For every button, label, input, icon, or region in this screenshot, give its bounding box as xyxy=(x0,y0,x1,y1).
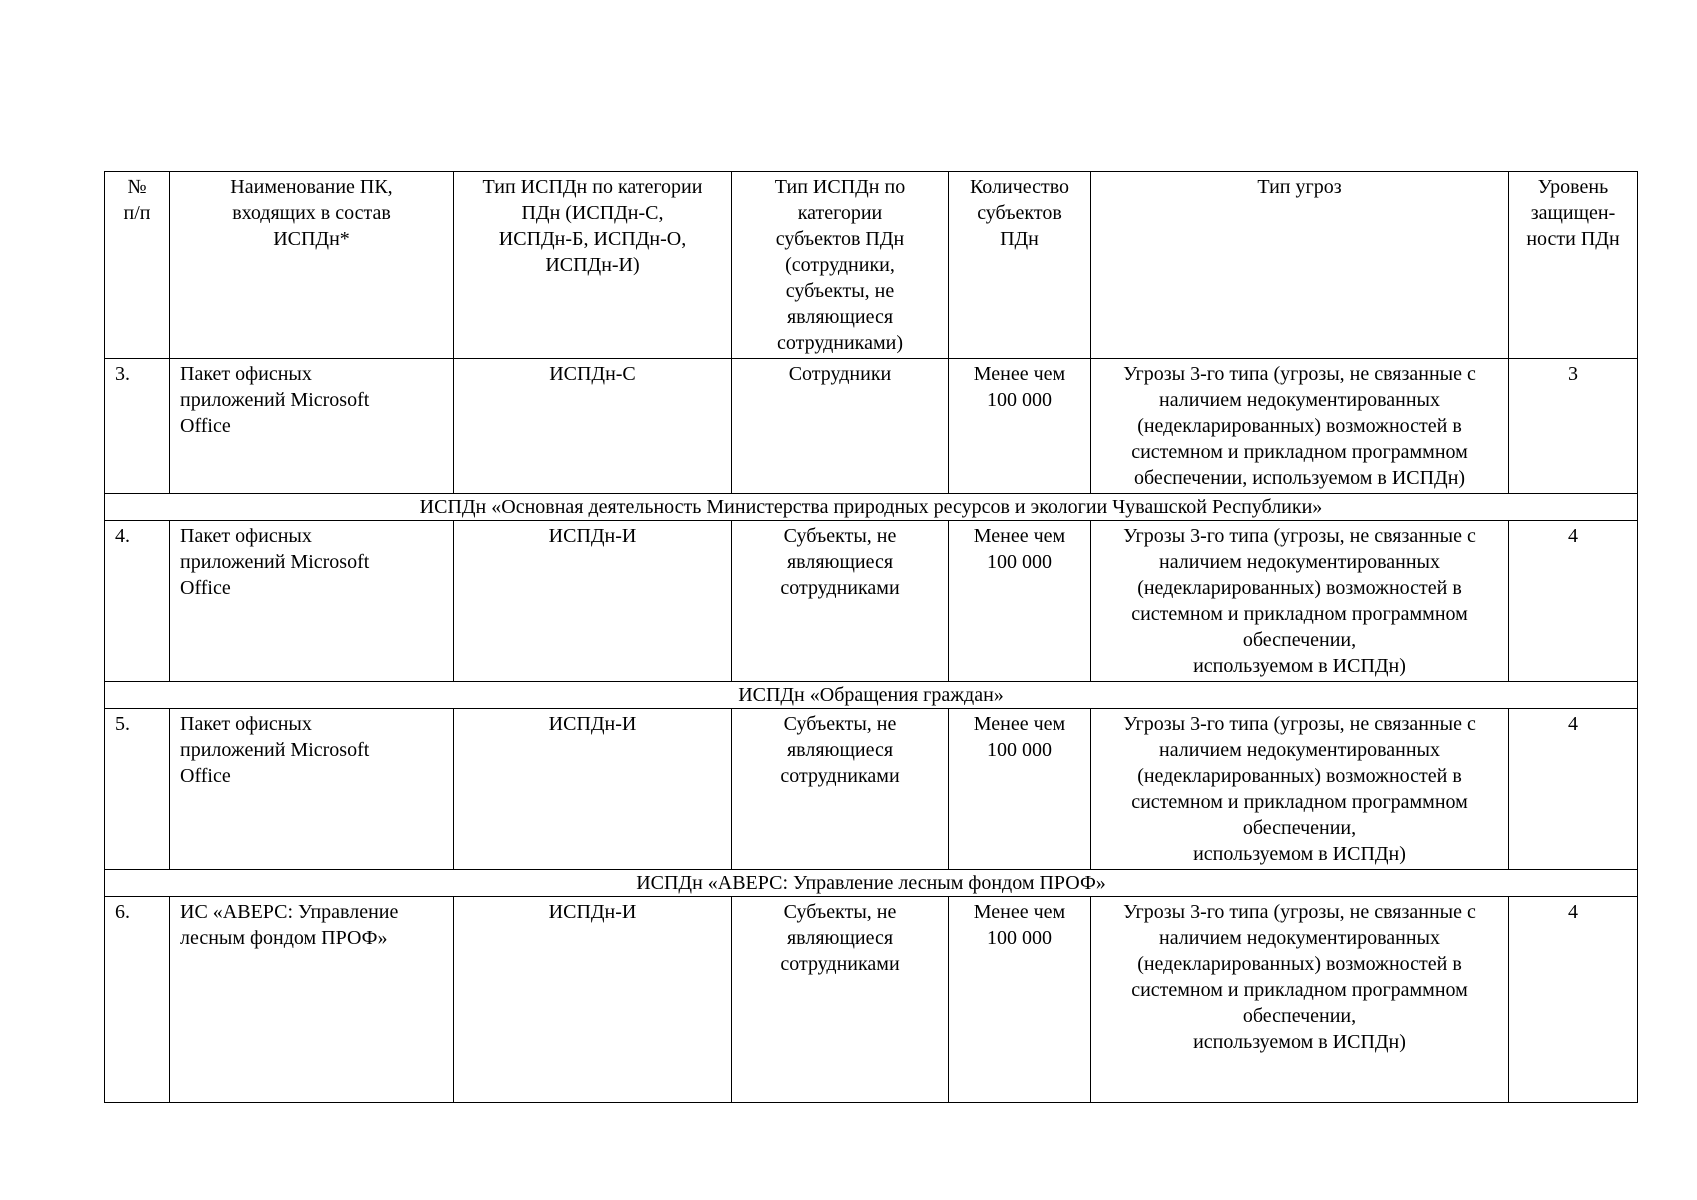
row-subject-count: Менее чем 100 000 xyxy=(949,521,1091,682)
header-protection-level: Уровень защищен- ности ПДн xyxy=(1509,172,1638,359)
table-row xyxy=(105,897,1638,1103)
section-row xyxy=(105,682,1638,709)
table-row xyxy=(105,521,1638,682)
section-title: ИСПДн «Основная деятельность Министерства природных ресурсов и экологии Чувашской Республики» xyxy=(105,494,1638,521)
table-row xyxy=(105,709,1638,870)
section-row xyxy=(105,494,1638,521)
row-protection-level: 3 xyxy=(1509,359,1638,494)
row-protection-level: 4 xyxy=(1509,521,1638,682)
row-subject-count: Менее чем 100 000 xyxy=(949,709,1091,870)
header-number: № п/п xyxy=(105,172,170,359)
header-type-by-subject-category: Тип ИСПДн по категории субъектов ПДн (сотрудники, субъекты, не являющиеся сотрудниками) xyxy=(732,172,949,359)
row-type-by-subject-category: Субъекты, не являющиеся сотрудниками xyxy=(732,521,949,682)
row-number: 6. xyxy=(105,897,170,1103)
row-subject-count: Менее чем 100 000 xyxy=(949,897,1091,1103)
ispdn-table xyxy=(104,171,1638,1103)
row-protection-level: 4 xyxy=(1509,709,1638,870)
row-pc-name: Пакет офисных приложений Microsoft Office xyxy=(170,359,454,494)
row-type-by-subject-category: Сотрудники xyxy=(732,359,949,494)
row-pc-name: Пакет офисных приложений Microsoft Office xyxy=(170,709,454,870)
row-threat-type: Угрозы 3-го типа (угрозы, не связанные с наличием недокументированных (недекларированных) возможностей в системном и прикладном программном обеспечении, используемом в ИСПДн) xyxy=(1091,359,1509,494)
row-number: 5. xyxy=(105,709,170,870)
row-pc-name: ИС «АВЕРС: Управление лесным фондом ПРОФ» xyxy=(170,897,454,1103)
header-subject-count: Количество субъектов ПДн xyxy=(949,172,1091,359)
section-title: ИСПДн «Обращения граждан» xyxy=(105,682,1638,709)
header-row xyxy=(105,172,1638,359)
row-type-by-data-category: ИСПДн-И xyxy=(454,709,732,870)
row-pc-name: Пакет офисных приложений Microsoft Office xyxy=(170,521,454,682)
header-type-by-data-category: Тип ИСПДн по категории ПДн (ИСПДн-С, ИСПДн-Б, ИСПДн-О, ИСПДн-И) xyxy=(454,172,732,359)
row-threat-type: Угрозы 3-го типа (угрозы, не связанные с наличием недокументированных (недекларированных) возможностей в системном и прикладном программном обеспечении, используемом в ИСПДн) xyxy=(1091,521,1509,682)
table-row xyxy=(105,359,1638,494)
header-threat-type: Тип угроз xyxy=(1091,172,1509,359)
row-subject-count: Менее чем 100 000 xyxy=(949,359,1091,494)
section-title: ИСПДн «АВЕРС: Управление лесным фондом ПРОФ» xyxy=(105,870,1638,897)
row-threat-type: Угрозы 3-го типа (угрозы, не связанные с наличием недокументированных (недекларированных) возможностей в системном и прикладном программном обеспечении, используемом в ИСПДн) xyxy=(1091,709,1509,870)
row-type-by-subject-category: Субъекты, не являющиеся сотрудниками xyxy=(732,897,949,1103)
row-type-by-data-category: ИСПДн-И xyxy=(454,897,732,1103)
row-number: 3. xyxy=(105,359,170,494)
row-threat-type: Угрозы 3-го типа (угрозы, не связанные с наличием недокументированных (недекларированных) возможностей в системном и прикладном программном обеспечении, используемом в ИСПДн) xyxy=(1091,897,1509,1103)
section-row xyxy=(105,870,1638,897)
row-type-by-subject-category: Субъекты, не являющиеся сотрудниками xyxy=(732,709,949,870)
row-type-by-data-category: ИСПДн-С xyxy=(454,359,732,494)
row-protection-level: 4 xyxy=(1509,897,1638,1103)
row-number: 4. xyxy=(105,521,170,682)
header-pc-name: Наименование ПК, входящих в состав ИСПДн* xyxy=(170,172,454,359)
row-type-by-data-category: ИСПДн-И xyxy=(454,521,732,682)
